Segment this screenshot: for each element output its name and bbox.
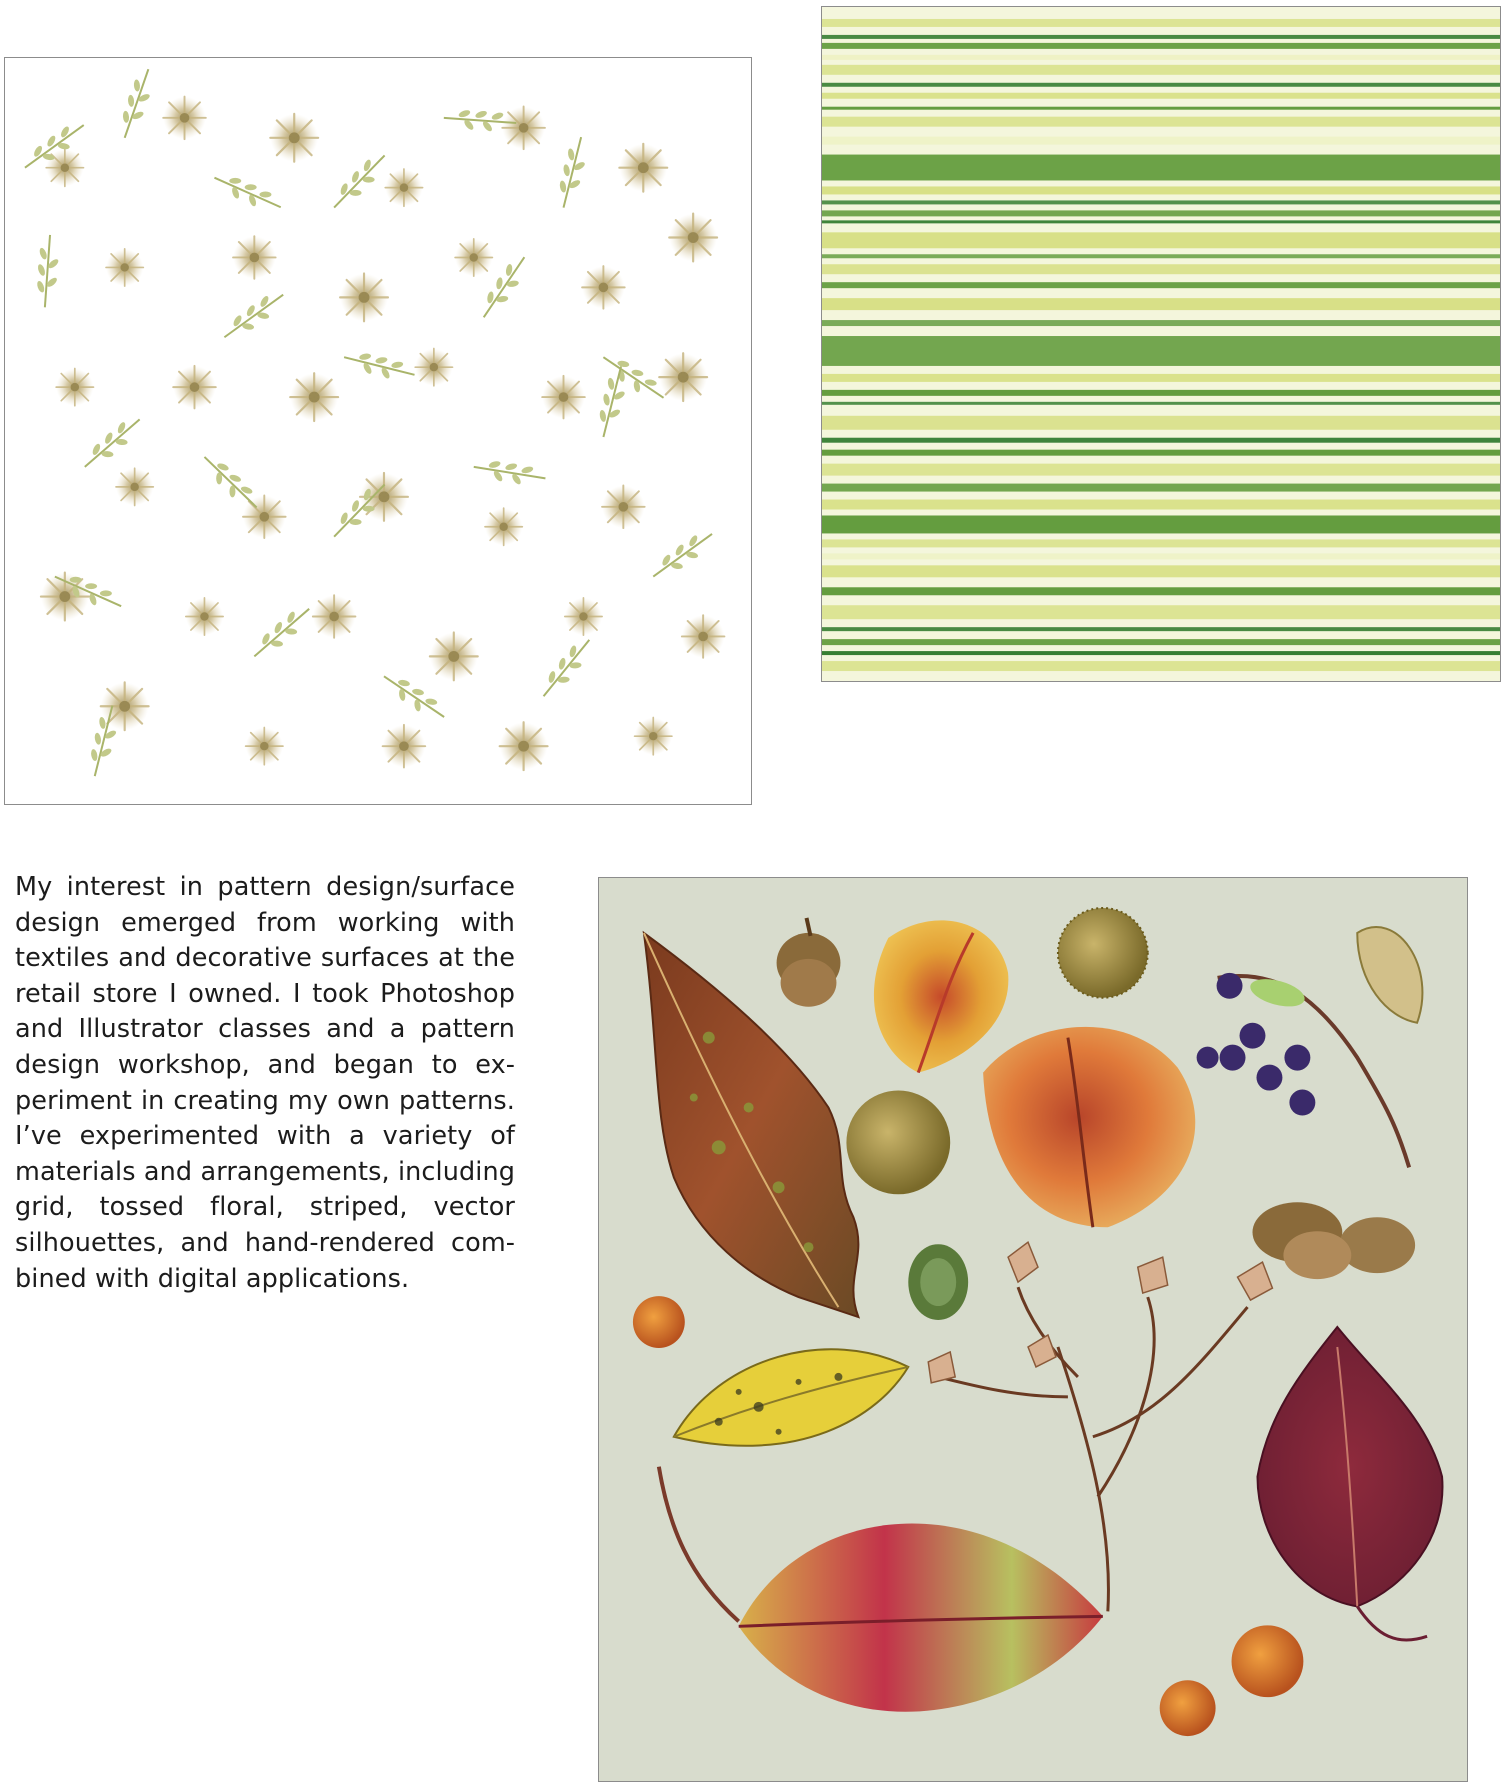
bio-paragraph: My interest in pattern design/surface design emerged from working with textiles and decorative surfaces at the retail store I owned. I took Photoshop and Illustrator classes and a pattern design workshop, and began to experiment in creating my own patterns. I’ve experimented with a variety of materials and arrangements, including grid, tossed floral, striped, vector silhouettes, and hand-rendered combined with digital applications. xyxy=(15,872,515,1294)
autumn-leaves-illustration-image xyxy=(598,877,1468,1782)
tossed-floral-pattern-image xyxy=(4,57,752,805)
floral-pattern-icon xyxy=(5,58,751,804)
autumn-leaves-icon xyxy=(599,878,1467,1781)
stripe-pattern-icon xyxy=(822,7,1500,681)
watercolor-stripe-pattern-image xyxy=(821,6,1501,682)
